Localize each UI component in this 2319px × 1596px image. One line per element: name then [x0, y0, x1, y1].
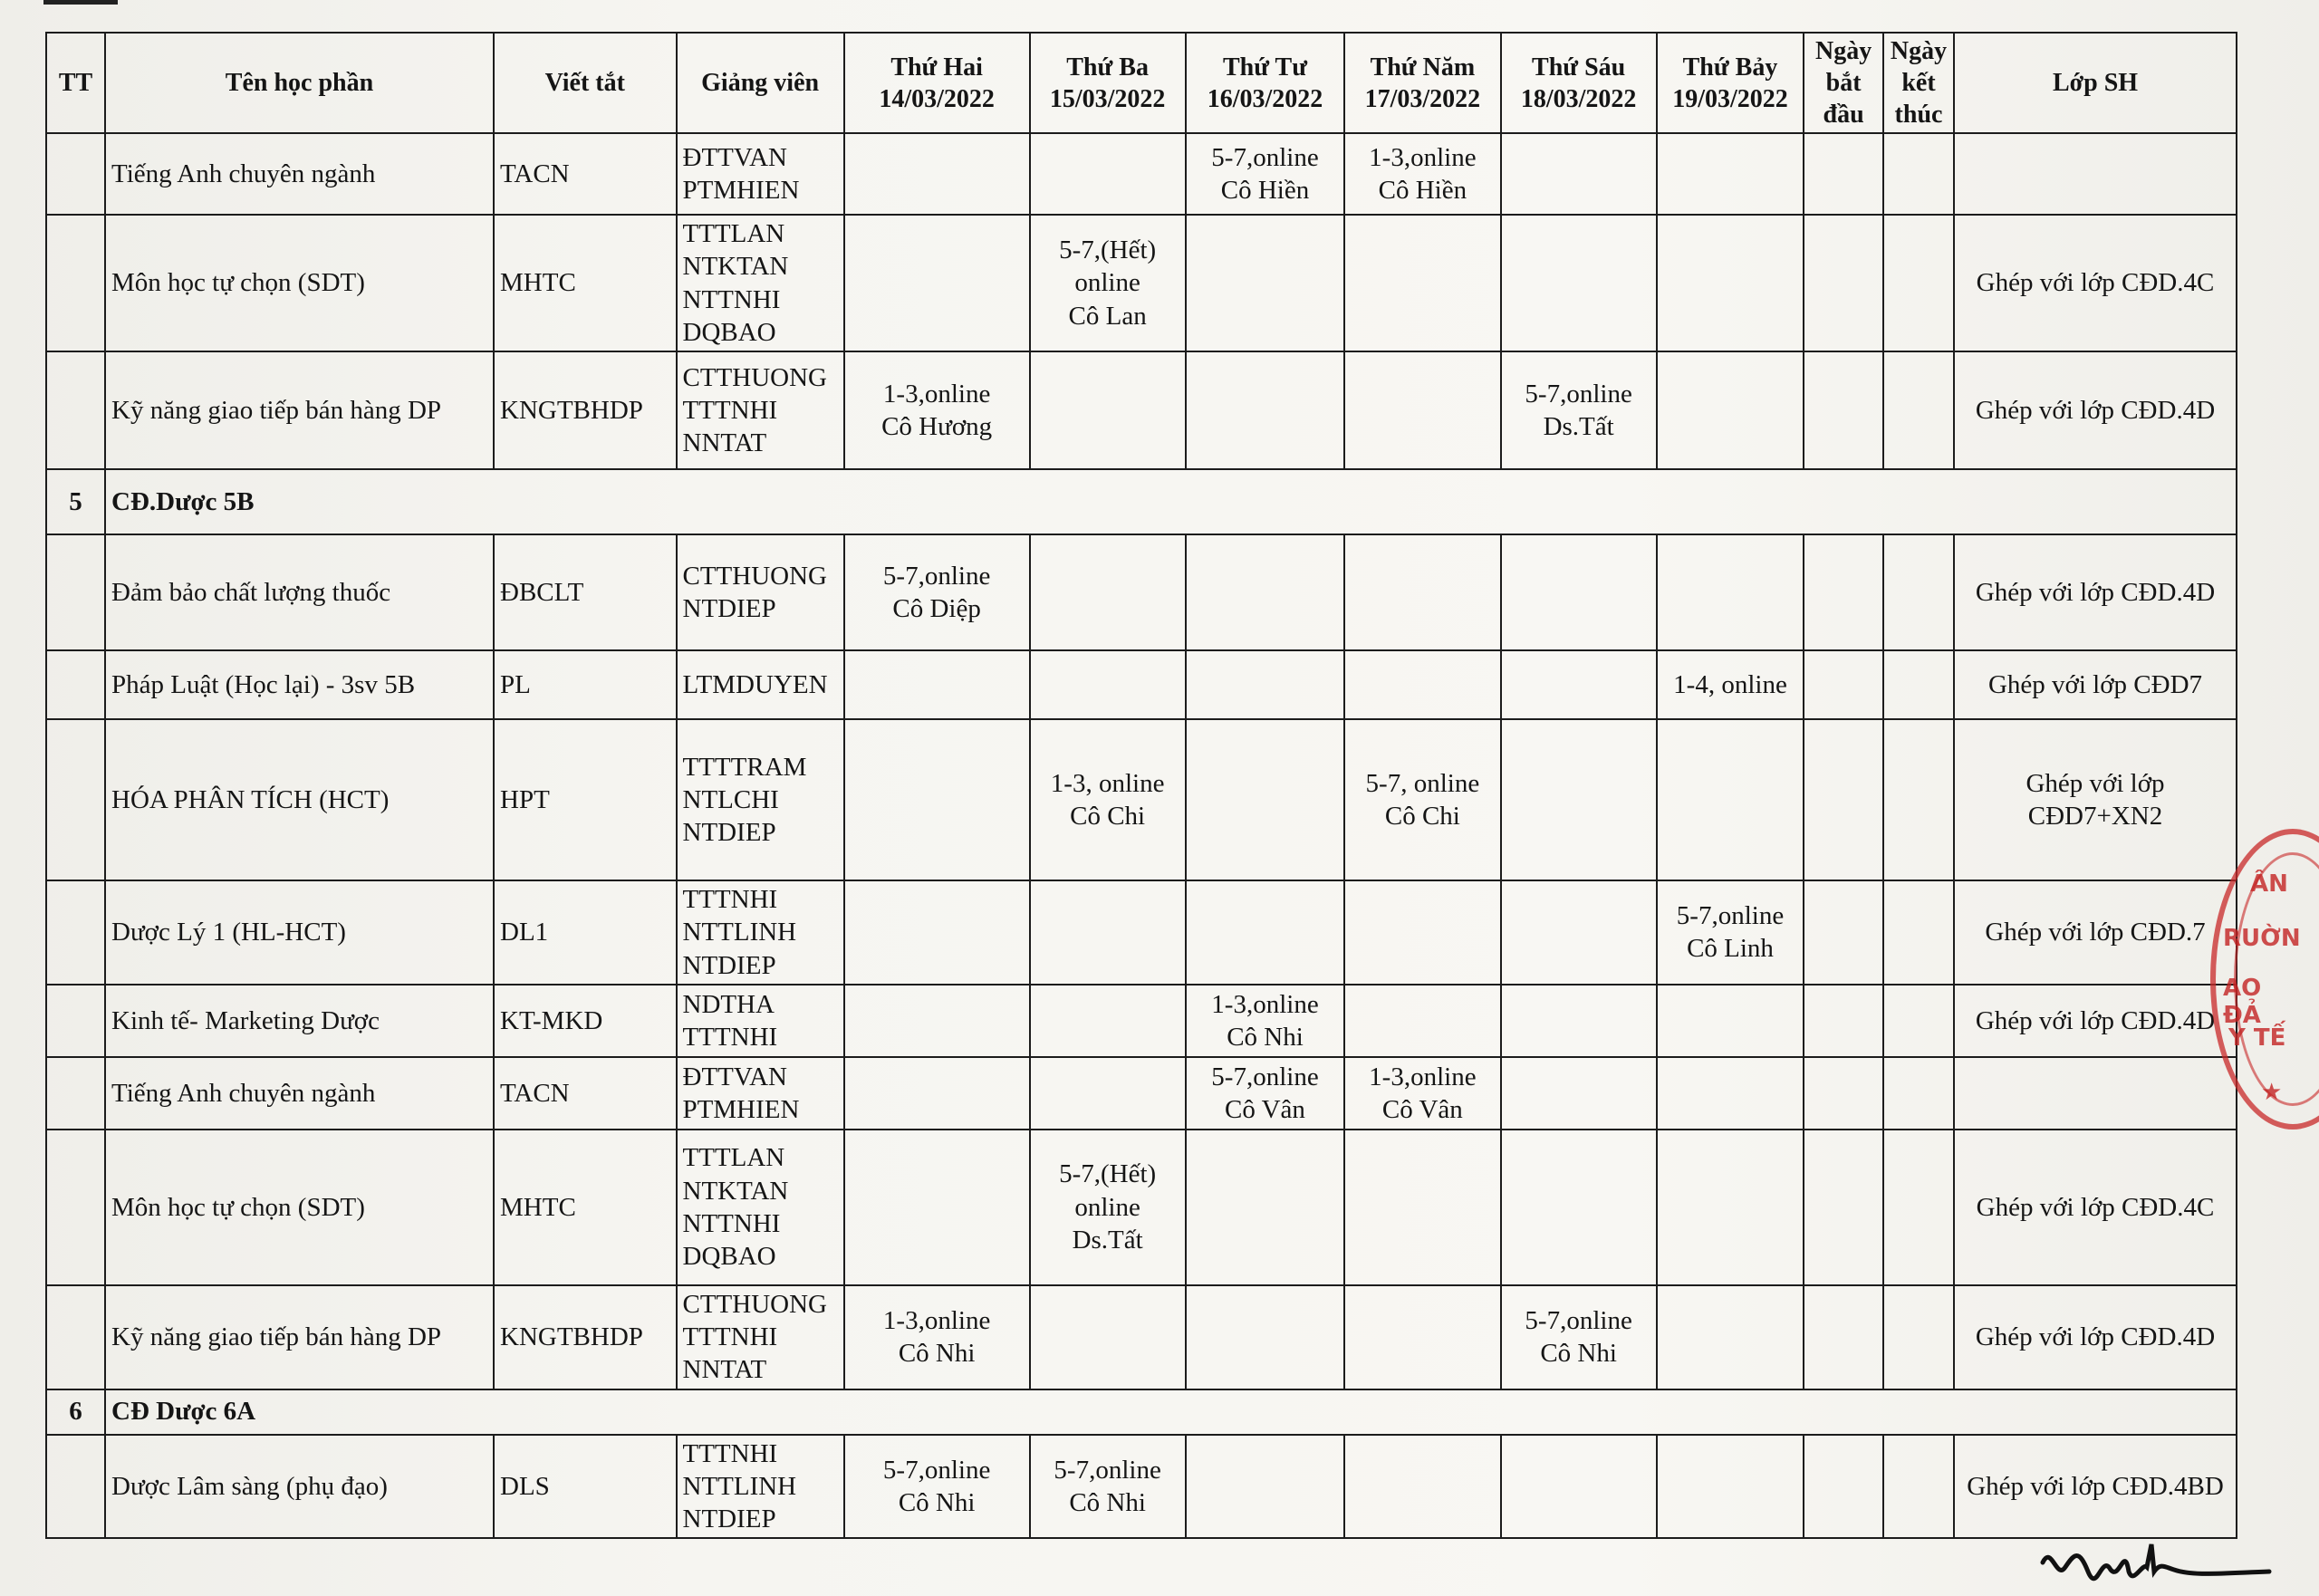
- stamp-text-4: ★: [2261, 1079, 2283, 1106]
- start-date: [1804, 1130, 1883, 1285]
- header-day-5: Thứ Bảy 19/03/2022: [1657, 33, 1804, 133]
- lecturer-code: NTDIEP: [682, 1505, 776, 1534]
- lecturer-code: LTMDUYEN: [682, 669, 828, 699]
- course-abbr: ĐBCLT: [494, 534, 677, 650]
- day-slot: [844, 1130, 1030, 1285]
- header-row: [46, 33, 2237, 133]
- course-name: Kỹ năng giao tiếp bán hàng DP: [105, 1285, 494, 1389]
- day-slot: [1030, 133, 1186, 215]
- lecturer-code: CTTHUONG: [682, 561, 827, 591]
- tt-cell: [46, 1435, 105, 1539]
- end-date: [1883, 133, 1954, 215]
- end-date: [1883, 1285, 1954, 1389]
- start-date: [1804, 351, 1883, 469]
- lecturers: [677, 1285, 844, 1389]
- class-note: Ghép với lớp CĐD7+XN2: [1954, 719, 2237, 880]
- tt-cell: [46, 985, 105, 1057]
- table-row: [46, 1285, 2237, 1389]
- day-slot: [1030, 534, 1186, 650]
- class-note: Ghép với lớp CĐD.4D: [1954, 534, 2237, 650]
- day-slot: [1344, 351, 1500, 469]
- lecturer-code: NNTAT: [682, 1355, 767, 1385]
- day-slot: [844, 215, 1030, 351]
- day-slot: [1657, 133, 1804, 215]
- day-slot: [1186, 880, 1345, 985]
- day-slot: 1-3,online Cô Hương: [844, 351, 1030, 469]
- lecturer-code: TTTNHI: [682, 395, 778, 425]
- day-slot: [1344, 215, 1500, 351]
- tt-cell: [46, 1057, 105, 1130]
- lecturer-code: TTTLAN: [682, 1143, 785, 1173]
- day-slot: [1186, 1130, 1345, 1285]
- tt-cell: [46, 880, 105, 985]
- header-day-0: Thứ Hai 14/03/2022: [844, 33, 1030, 133]
- day-slot: [1501, 215, 1657, 351]
- lecturers: [677, 880, 844, 985]
- course-abbr: TACN: [494, 133, 677, 215]
- end-date: [1883, 351, 1954, 469]
- class-note: [1954, 133, 2237, 215]
- start-date: [1804, 880, 1883, 985]
- lecturer-code: PTMHIEN: [682, 176, 800, 205]
- end-date: [1883, 985, 1954, 1057]
- section-number: 5: [46, 469, 105, 534]
- stamp-text-3: Y TẾ: [2228, 1024, 2286, 1052]
- day-slot: [1186, 650, 1345, 719]
- table-row: [46, 650, 2237, 719]
- day-slot: [1030, 650, 1186, 719]
- lecturers: [677, 351, 844, 469]
- course-name: Tiếng Anh chuyên ngành: [105, 1057, 494, 1130]
- day-slot: 5-7,online Cô Nhi: [1030, 1435, 1186, 1539]
- tt-cell: [46, 351, 105, 469]
- day-slot: 5-7,(Hết) online Cô Lan: [1030, 215, 1186, 351]
- day-slot: 5-7,(Hết) online Ds.Tất: [1030, 1130, 1186, 1285]
- day-slot: [844, 133, 1030, 215]
- lecturer-code: TTTTRAM: [682, 752, 807, 782]
- day-slot: 5-7,online Cô Diệp: [844, 534, 1030, 650]
- course-name: Dược Lý 1 (HL-HCT): [105, 880, 494, 985]
- course-abbr: KNGTBHDP: [494, 351, 677, 469]
- header-day-2: Thứ Tư 16/03/2022: [1186, 33, 1345, 133]
- lecturers: [677, 534, 844, 650]
- tt-cell: [46, 215, 105, 351]
- day-slot: [1186, 719, 1345, 880]
- table-row: [46, 880, 2237, 985]
- header-abbr: Viết tắt: [494, 33, 677, 133]
- end-date: [1883, 1130, 1954, 1285]
- day-slot: [1501, 719, 1657, 880]
- table-row: [46, 719, 2237, 880]
- course-abbr: MHTC: [494, 215, 677, 351]
- day-slot: 1-3, online Cô Chi: [1030, 719, 1186, 880]
- course-name: Đảm bảo chất lượng thuốc: [105, 534, 494, 650]
- class-note: Ghép với lớp CĐD.4D: [1954, 1285, 2237, 1389]
- lecturer-code: NTLCHI: [682, 784, 779, 814]
- lecturers: [677, 719, 844, 880]
- lecturer-code: NTDIEP: [682, 950, 776, 980]
- course-name: Kinh tế- Marketing Dược: [105, 985, 494, 1057]
- day-slot: [1657, 1130, 1804, 1285]
- day-slot: [844, 719, 1030, 880]
- header-course: Tên học phần: [105, 33, 494, 133]
- lecturers: [677, 650, 844, 719]
- stamp-text-0: ÂN: [2250, 870, 2288, 898]
- class-note: Ghép với lớp CĐD.4BD: [1954, 1435, 2237, 1539]
- section-number: 6: [46, 1389, 105, 1435]
- day-slot: 5-7,online Ds.Tất: [1501, 351, 1657, 469]
- lecturer-code: NTKTAN: [682, 252, 789, 282]
- day-slot: 5-7, online Cô Chi: [1344, 719, 1500, 880]
- course-abbr: MHTC: [494, 1130, 677, 1285]
- end-date: [1883, 880, 1954, 985]
- end-date: [1883, 719, 1954, 880]
- lecturers: [677, 215, 844, 351]
- lecturer-code: NTTLINH: [682, 1471, 797, 1501]
- header-end: Ngày kết thúc: [1883, 33, 1954, 133]
- lecturer-code: NTDIEP: [682, 594, 776, 623]
- lecturer-code: TTTNHI: [682, 1022, 778, 1052]
- lecturers: [677, 1435, 844, 1539]
- lecturer-code: PTMHIEN: [682, 1094, 800, 1124]
- course-abbr: PL: [494, 650, 677, 719]
- tt-cell: [46, 719, 105, 880]
- day-slot: [1344, 1285, 1500, 1389]
- table-row: [46, 534, 2237, 650]
- course-name: Pháp Luật (Học lại) - 3sv 5B: [105, 650, 494, 719]
- class-note: Ghép với lớp CĐD.7: [1954, 880, 2237, 985]
- day-slot: [1501, 1435, 1657, 1539]
- table-row: [46, 215, 2237, 351]
- day-slot: [1501, 880, 1657, 985]
- class-note: Ghép với lớp CĐD.4D: [1954, 351, 2237, 469]
- day-slot: [1186, 1435, 1345, 1539]
- day-slot: 5-7,online Cô Nhi: [1501, 1285, 1657, 1389]
- course-name: HÓA PHÂN TÍCH (HCT): [105, 719, 494, 880]
- day-slot: 5-7,online Cô Nhi: [844, 1435, 1030, 1539]
- day-slot: [1501, 534, 1657, 650]
- tt-cell: [46, 1130, 105, 1285]
- course-abbr: HPT: [494, 719, 677, 880]
- start-date: [1804, 1435, 1883, 1539]
- day-slot: [1344, 650, 1500, 719]
- day-slot: 1-3,online Cô Hiền: [1344, 133, 1500, 215]
- day-slot: [1501, 1130, 1657, 1285]
- header-day-3: Thứ Năm 17/03/2022: [1344, 33, 1500, 133]
- schedule-body: [46, 133, 2237, 1538]
- day-slot: [1030, 985, 1186, 1057]
- start-date: [1804, 1057, 1883, 1130]
- lecturer-code: NNTAT: [682, 428, 767, 458]
- signature: [2038, 1535, 2274, 1590]
- table-row: [46, 133, 2237, 215]
- class-note: [1954, 1057, 2237, 1130]
- section-row: [46, 469, 2237, 534]
- day-slot: [1186, 351, 1345, 469]
- day-slot: [1030, 1285, 1186, 1389]
- day-slot: [1657, 534, 1804, 650]
- tt-cell: [46, 534, 105, 650]
- day-slot: [844, 1057, 1030, 1130]
- lecturer-code: TTTNHI: [682, 1322, 778, 1351]
- day-slot: 1-3,online Cô Nhi: [1186, 985, 1345, 1057]
- day-slot: [1657, 985, 1804, 1057]
- course-name: Kỹ năng giao tiếp bán hàng DP: [105, 351, 494, 469]
- end-date: [1883, 650, 1954, 719]
- start-date: [1804, 985, 1883, 1057]
- day-slot: [1657, 215, 1804, 351]
- course-name: Dược Lâm sàng (phụ đạo): [105, 1435, 494, 1539]
- course-abbr: DL1: [494, 880, 677, 985]
- day-slot: [844, 880, 1030, 985]
- stamp-text-2: AO ĐẢ: [2223, 975, 2262, 1029]
- day-slot: [1344, 1130, 1500, 1285]
- course-abbr: KNGTBHDP: [494, 1285, 677, 1389]
- start-date: [1804, 719, 1883, 880]
- day-slot: [844, 650, 1030, 719]
- day-slot: [1657, 719, 1804, 880]
- course-abbr: TACN: [494, 1057, 677, 1130]
- table-row: [46, 1130, 2237, 1285]
- day-slot: [1501, 650, 1657, 719]
- class-note: Ghép với lớp CĐD.4D: [1954, 985, 2237, 1057]
- lecturer-code: TTTLAN: [682, 219, 785, 248]
- lecturer-code: NTKTAN: [682, 1176, 789, 1206]
- corner-mark: [43, 0, 118, 5]
- day-slot: [1186, 215, 1345, 351]
- day-slot: [1501, 1057, 1657, 1130]
- lecturer-code: CTTHUONG: [682, 1289, 827, 1319]
- header-day-1: Thứ Ba 15/03/2022: [1030, 33, 1186, 133]
- start-date: [1804, 534, 1883, 650]
- header-class: Lớp SH: [1954, 33, 2237, 133]
- course-name: Môn học tự chọn (SDT): [105, 215, 494, 351]
- lecturers: [677, 133, 844, 215]
- lecturer-code: NTTNHI: [682, 284, 781, 314]
- lecturer-code: TTTNHI: [682, 1438, 778, 1468]
- day-slot: [844, 985, 1030, 1057]
- end-date: [1883, 1057, 1954, 1130]
- course-name: Môn học tự chọn (SDT): [105, 1130, 494, 1285]
- lecturer-code: ĐTTVAN: [682, 142, 787, 172]
- lecturer-code: CTTHUONG: [682, 362, 827, 392]
- day-slot: [1344, 985, 1500, 1057]
- day-slot: [1657, 351, 1804, 469]
- day-slot: 1-3,online Cô Vân: [1344, 1057, 1500, 1130]
- section-title: CĐ.Dược 5B: [105, 469, 2237, 534]
- class-note: Ghép với lớp CĐD.4C: [1954, 1130, 2237, 1285]
- stamp-text-1: RUỜN: [2223, 925, 2301, 952]
- day-slot: 5-7,online Cô Linh: [1657, 880, 1804, 985]
- table-row: [46, 1057, 2237, 1130]
- day-slot: [1186, 1285, 1345, 1389]
- day-slot: [1030, 1057, 1186, 1130]
- day-slot: 5-7,online Cô Vân: [1186, 1057, 1345, 1130]
- header-lecturer: Giảng viên: [677, 33, 844, 133]
- tt-cell: [46, 133, 105, 215]
- start-date: [1804, 1285, 1883, 1389]
- header-day-4: Thứ Sáu 18/03/2022: [1501, 33, 1657, 133]
- day-slot: [1030, 351, 1186, 469]
- day-slot: [1030, 880, 1186, 985]
- lecturer-code: TTTNHI: [682, 885, 778, 914]
- day-slot: [1501, 985, 1657, 1057]
- day-slot: [1657, 1435, 1804, 1539]
- table-row: [46, 985, 2237, 1057]
- section-row: [46, 1389, 2237, 1435]
- header-tt: TT: [46, 33, 105, 133]
- table-row: [46, 1435, 2237, 1539]
- day-slot: [1344, 1435, 1500, 1539]
- end-date: [1883, 534, 1954, 650]
- lecturers: [677, 1057, 844, 1130]
- end-date: [1883, 215, 1954, 351]
- day-slot: 1-3,online Cô Nhi: [844, 1285, 1030, 1389]
- day-slot: 5-7,online Cô Hiền: [1186, 133, 1345, 215]
- lecturer-code: DQBAO: [682, 317, 776, 347]
- tt-cell: [46, 650, 105, 719]
- lecturer-code: NDTHA: [682, 989, 775, 1019]
- day-slot: [1657, 1057, 1804, 1130]
- lecturer-code: ĐTTVAN: [682, 1062, 787, 1091]
- lecturer-code: NTTLINH: [682, 918, 797, 947]
- day-slot: 1-4, online: [1657, 650, 1804, 719]
- day-slot: [1186, 534, 1345, 650]
- course-name: Tiếng Anh chuyên ngành: [105, 133, 494, 215]
- lecturer-code: NTTNHI: [682, 1208, 781, 1238]
- section-title: CĐ Dược 6A: [105, 1389, 2237, 1435]
- start-date: [1804, 133, 1883, 215]
- header-start: Ngày bắt đầu: [1804, 33, 1883, 133]
- class-note: Ghép với lớp CĐD7: [1954, 650, 2237, 719]
- tt-cell: [46, 1285, 105, 1389]
- schedule-table: [45, 32, 2237, 1539]
- day-slot: [1657, 1285, 1804, 1389]
- class-note: Ghép với lớp CĐD.4C: [1954, 215, 2237, 351]
- start-date: [1804, 215, 1883, 351]
- day-slot: [1501, 133, 1657, 215]
- lecturers: [677, 985, 844, 1057]
- lecturers: [677, 1130, 844, 1285]
- lecturer-code: DQBAO: [682, 1242, 776, 1271]
- table-row: [46, 351, 2237, 469]
- course-abbr: KT-MKD: [494, 985, 677, 1057]
- day-slot: [1344, 880, 1500, 985]
- end-date: [1883, 1435, 1954, 1539]
- lecturer-code: NTDIEP: [682, 818, 776, 848]
- day-slot: [1344, 534, 1500, 650]
- start-date: [1804, 650, 1883, 719]
- course-abbr: DLS: [494, 1435, 677, 1539]
